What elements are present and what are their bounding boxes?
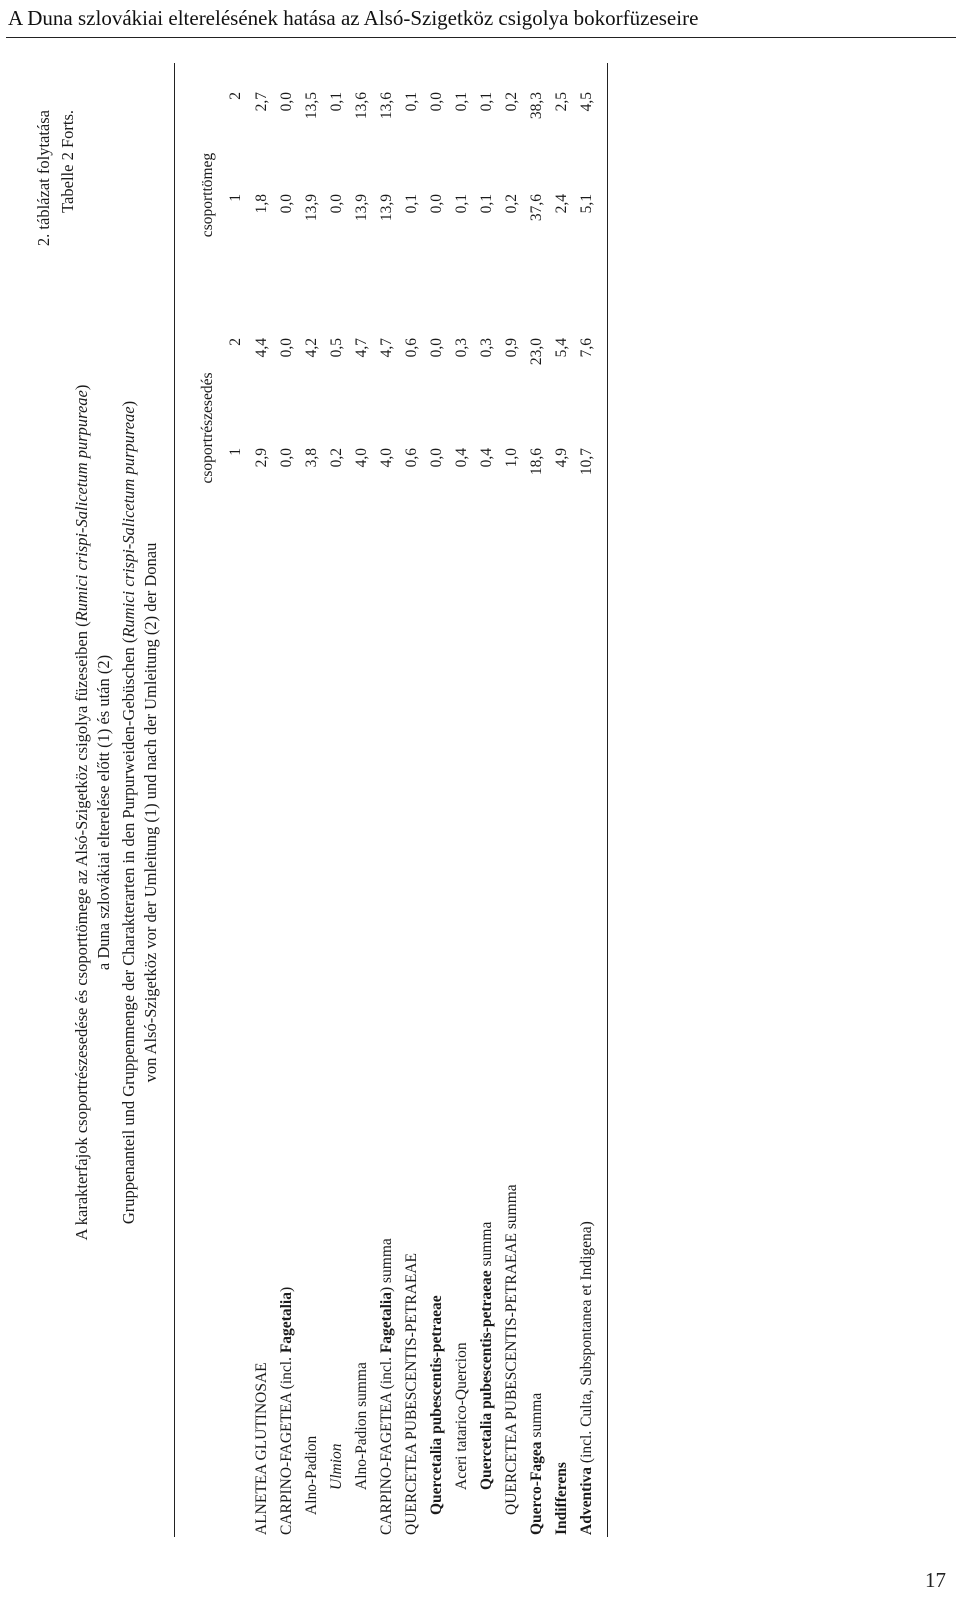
- cell: 1,8: [253, 194, 270, 214]
- cell: 0,0: [428, 338, 445, 358]
- header-rule: [6, 37, 956, 38]
- cell: 0,1: [453, 194, 470, 214]
- cell: 37,6: [528, 194, 545, 222]
- cell: 4,0: [378, 448, 395, 468]
- caption-hu-line1: A karakterfajok csoportrészesedése és csoporttömege az Alsó-Szigetköz csigolya füzeseiben (Rumici crispi-Salicetum purpureae): [72, 384, 91, 1241]
- row-label: Indifferens: [553, 1462, 570, 1535]
- cell: 0,1: [478, 92, 495, 112]
- row-label: CARPINO-FAGETEA (incl. Fagetalia): [278, 1286, 295, 1535]
- cell: 3,8: [303, 448, 320, 468]
- cell: 0,0: [428, 448, 445, 468]
- cell: 13,6: [353, 92, 370, 120]
- cell: 0,2: [503, 92, 520, 112]
- subheader-col2: 2: [227, 338, 244, 346]
- caption-hu-line2: a Duna szlovákiai elterelése előtt (1) és után (2): [94, 654, 113, 971]
- cell: 0,2: [503, 194, 520, 214]
- cell: 0,1: [478, 194, 495, 214]
- group-header-csoportreszesedes: csoportrészesedés: [199, 372, 216, 484]
- cell: 0,0: [428, 92, 445, 112]
- cell: 2,5: [553, 92, 570, 112]
- cell: 0,2: [328, 448, 345, 468]
- cell: 5,4: [553, 338, 570, 358]
- cell: 0,9: [503, 338, 520, 358]
- table-top-rule: [174, 63, 175, 1537]
- cell: 4,5: [578, 92, 595, 112]
- row-label: Alno-Padion: [303, 1435, 320, 1515]
- cell: 0,6: [403, 338, 420, 358]
- caption-de-line2: von Alsó-Szigetköz vor der Umleitung (1) und nach der Umleitung (2) der Donau: [141, 542, 160, 1083]
- cell: 4,7: [378, 338, 395, 358]
- cell: 38,3: [528, 92, 545, 120]
- cell: 13,6: [378, 92, 395, 120]
- table-label-de: Tabelle 2 Forts.: [58, 110, 77, 213]
- cell: 0,0: [278, 194, 295, 214]
- row-label: QUERCETEA PUBESCENTIS-PETRAEAE summa: [503, 1184, 520, 1515]
- cell: 13,9: [378, 194, 395, 222]
- row-label: Quercetalia pubescentis-petraeae summa: [478, 1221, 495, 1490]
- row-label: Alno-Padion summa: [353, 1362, 370, 1490]
- caption-de-line1: Gruppenanteil und Gruppenmenge der Charakterarten in den Purpurweiden-Gebüschen (Rumici crispi-Salicetum purpureae): [119, 400, 138, 1225]
- cell: 0,0: [328, 194, 345, 214]
- row-label: Adventiva (incl. Culta, Subspontanea et Indigena): [578, 1221, 595, 1535]
- cell: 23,0: [528, 338, 545, 366]
- cell: 18,6: [528, 448, 545, 476]
- subheader-col3: 1: [227, 194, 244, 202]
- table-bottom-rule: [607, 63, 608, 1537]
- cell: 13,9: [353, 194, 370, 222]
- page-number: 17: [925, 1568, 946, 1592]
- cell: 4,0: [353, 448, 370, 468]
- cell: 0,1: [403, 194, 420, 214]
- cell: 4,7: [353, 338, 370, 358]
- cell: 0,5: [328, 338, 345, 358]
- running-head: A Duna szlovákiai elterelésének hatása az Alsó-Szigetköz csigolya bokorfüzeseire: [8, 6, 699, 30]
- cell: 4,4: [253, 338, 270, 358]
- cell: 0,4: [478, 448, 495, 468]
- cell: 4,9: [553, 448, 570, 468]
- cell: 0,3: [453, 338, 470, 358]
- rotated-table-page: [30, 55, 920, 1570]
- row-label: ALNETEA GLUTINOSAE: [253, 1362, 270, 1535]
- cell: 2,9: [253, 448, 270, 468]
- cell: 2,4: [553, 194, 570, 214]
- group-header-csoporttomeg: csoporttömeg: [199, 152, 216, 238]
- row-label: CARPINO-FAGETEA (incl. Fagetalia) summa: [378, 1238, 395, 1535]
- row-label: QUERCETEA PUBESCENTIS-PETRAEAE: [403, 1252, 420, 1535]
- cell: 13,9: [303, 194, 320, 222]
- table-label-hu: 2. táblázat folytatása: [34, 110, 53, 247]
- cell: 0,0: [428, 194, 445, 214]
- subheader-col4: 2: [227, 92, 244, 100]
- cell: 0,4: [453, 448, 470, 468]
- cell: 0,1: [328, 92, 345, 112]
- cell: 0,0: [278, 338, 295, 358]
- cell: 5,1: [578, 194, 595, 214]
- cell: 1,0: [503, 448, 520, 468]
- row-label: Quercetalia pubescentis-petraeae: [428, 1295, 445, 1515]
- row-label: Aceri tatarico-Quercion: [453, 1342, 470, 1490]
- row-label: Querco-Fagea summa: [528, 1392, 545, 1535]
- cell: 0,0: [278, 448, 295, 468]
- cell: 0,1: [403, 92, 420, 112]
- cell: 0,6: [403, 448, 420, 468]
- cell: 0,0: [278, 92, 295, 112]
- subheader-col1: 1: [227, 448, 244, 456]
- cell: 10,7: [578, 448, 595, 476]
- row-label: Ulmion: [328, 1443, 345, 1490]
- cell: 4,2: [303, 338, 320, 358]
- cell: 13,5: [303, 92, 320, 120]
- cell: 7,6: [578, 338, 595, 358]
- cell: 0,3: [478, 338, 495, 358]
- cell: 0,1: [453, 92, 470, 112]
- cell: 2,7: [253, 92, 270, 112]
